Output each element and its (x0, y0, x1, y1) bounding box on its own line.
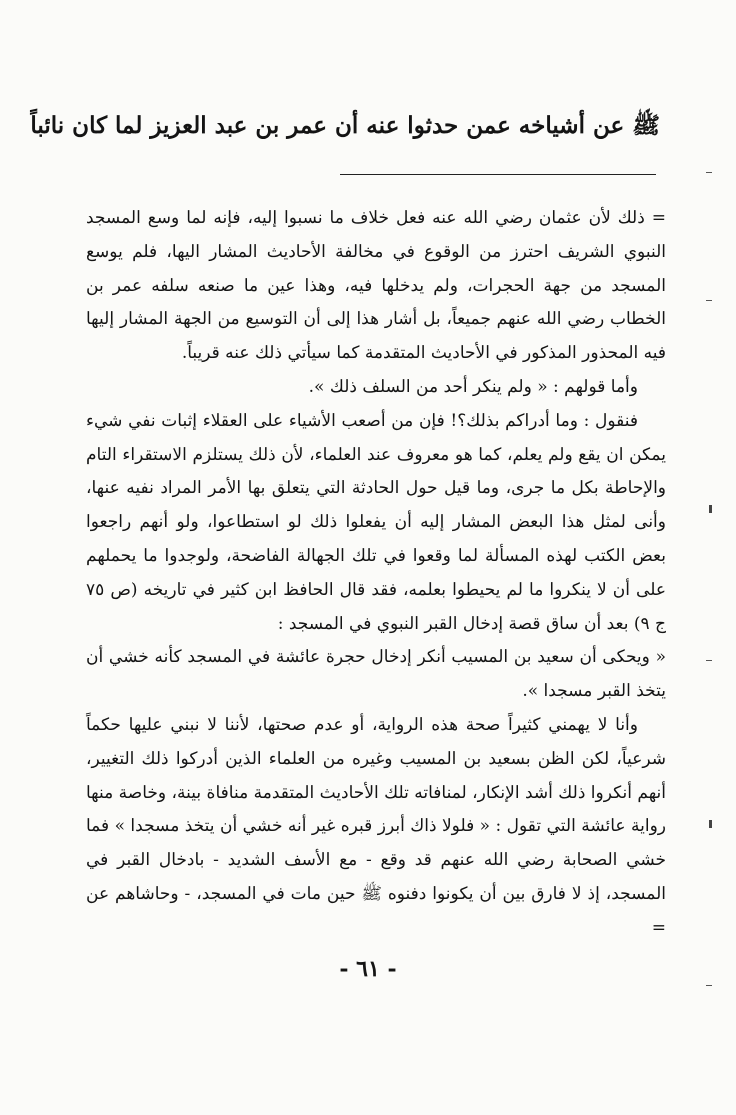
margin-mark (706, 660, 712, 661)
header-rule (340, 174, 656, 175)
quote-paragraph: « ويحكى أن سعيد بن المسيب أنكر إدخال حجرة عائشة في المسجد كأنه خشي أن يتخذ القبر مسجدا ». (86, 647, 666, 702)
body-text (86, 202, 666, 946)
paragraph-2: وأما قولهم : « ولم ينكر أحد من السلف ذلك ». (308, 376, 638, 397)
running-header: ﷺ عن أشياخه عمن حدثوا عنه أن عمر بن عبد العزيز لما كان نائباً (30, 112, 660, 139)
margin-mark (706, 300, 712, 301)
margin-mark (706, 172, 712, 173)
margin-mark (706, 985, 712, 986)
paragraph-3: فنقول : وما أدراكم بذلك؟! فإن من أصعب الأشياء على العقلاء إثبات نفي شيء يمكن ان يقع ولم يعلم، كما هو معروف عند العلماء، لأن ذلك يستلزم الاستقراء التام والإحاطة بكل ما جرى، وما قيل حول الحادثة التي يتعلق بها الأمر المراد نفيه عنها، وأنى لمثل هذا البعض المشار إليه أن يفعلوا ذلك لو استطاعوا، ولو أنهم راجعوا بعض الكتب لهذه المسألة لما وقعوا في تلك الجهالة الفاضحة، ولوجدوا ما يحملهم على أن لا ينكروا ما لم يحيطوا بعلمه، فقد قال الحافظ ابن كثير في تاريخه (ص ٧٥ ج ٩) بعد أن ساق قصة إدخال القبر النبوي في المسجد : (86, 410, 666, 634)
margin-mark (709, 820, 712, 828)
paragraph-5: وأنا لا يهمني كثيراً صحة هذه الرواية، أو عدم صحتها، لأننا لا نبني عليها حكماً شرعياً، لكن الظن بسعيد بن المسيب وغيره من العلماء الذين أدركوا ذلك التغيير، أنهم أنكروا ذلك أشد الإنكار، لمنافاته تلك الأحاديث المتقدمة منافاة بينة، وخاصة منها رواية عائشة التي تقول : « فلولا ذاك أبرز قبره غير أنه خشي أن يتخذ مسجدا » فما خشي الصحابة رضي الله عنهم قد وقع - مع الأسف الشديد - بادخال القبر في المسجد، إذ لا فارق بين أن يكونوا دفنوه ﷺ حين مات في المسجد، - وحاشاهم عن = (86, 714, 666, 938)
paragraph-1: = ذلك لأن عثمان رضي الله عنه فعل خلاف ما نسبوا إليه، فإنه لما وسع المسجد النبوي الشريف احترز من الوقوع في مخالفة الأحاديث المشار اليها، فلم يوسع المسجد من جهة الحجرات، ولم يدخلها فيه، وهذا عين ما صنعه سلفه عمر بن الخطاب رضي الله عنهم جميعاً، بل أشار هذا إلى أن التوسيع من الجهة المشار إليها فيه المحذور المذكور في الأحاديث المتقدمة كما سيأتي ذلك عنه قريباً. (86, 208, 666, 364)
page-number: - ٦١ - (339, 956, 397, 982)
margin-mark (709, 505, 712, 513)
